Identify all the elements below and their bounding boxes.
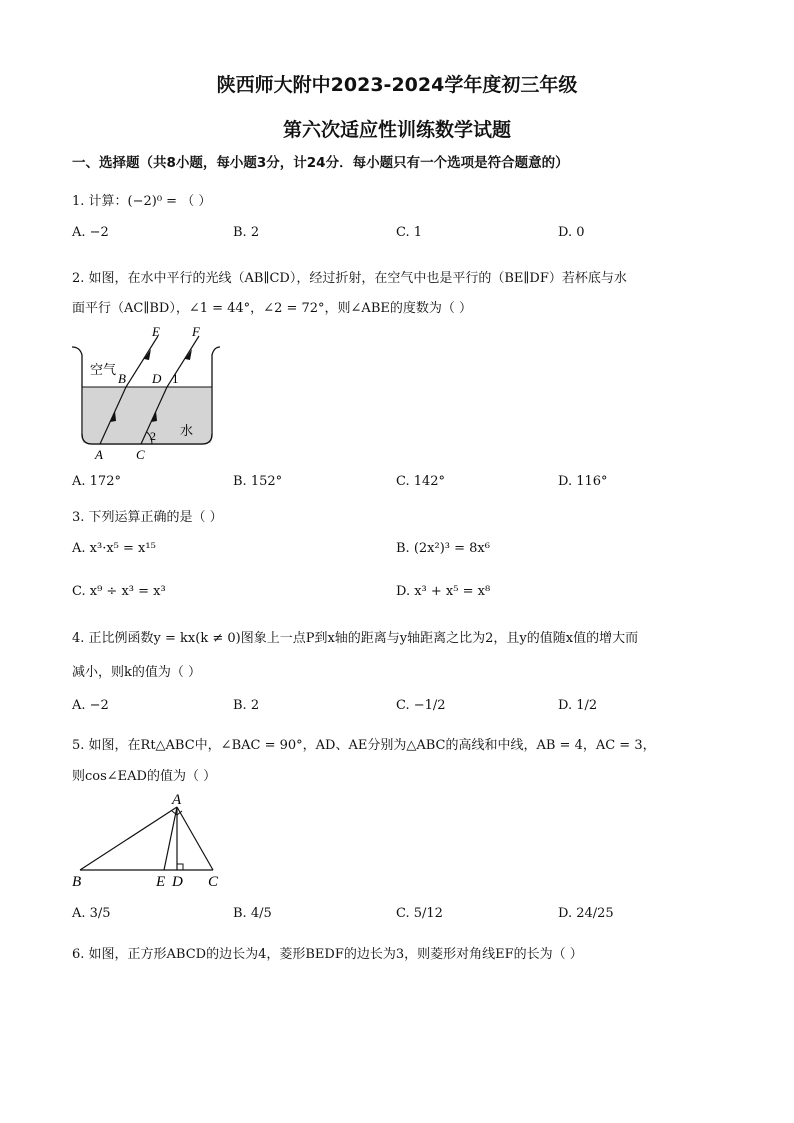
page-subtitle: 第六次适应性训练数学试题 <box>282 119 511 141</box>
q3-option-a: A. x³·x⁵ = x¹⁵ <box>72 541 156 556</box>
question-2-stem-line1: 2. 如图，在水中平行的光线（AB∥CD），经过折射，在空气中也是平行的（BE∥DF）若杯底与水 <box>72 271 627 286</box>
right-angle-mark-d <box>177 864 183 870</box>
question-4-stem-line2: 减小，则k的值为（ ） <box>72 665 202 680</box>
q1-option-a: A. −2 <box>72 225 109 240</box>
question-5-stem-line2: 则cos∠EAD的值为（ ） <box>72 769 217 784</box>
question-4-stem-line1: 4. 正比例函数y = kx(k ≠ 0)图象上一点P到x轴的距离与y轴距离之比为2，且y的值随x值的增大而 <box>72 631 639 646</box>
label-water: 水 <box>180 423 194 438</box>
page-title: 陕西师大附中2023-2024学年度初三年级 <box>216 74 578 96</box>
label-air: 空气 <box>90 362 117 377</box>
label-b: B <box>72 874 82 890</box>
label-angle-1: 1 <box>172 371 179 386</box>
q5-option-b: B. 4/5 <box>233 906 272 921</box>
section-heading: 一、选择题（共8小题，每小题3分，计24分．每小题只有一个选项是符合题意的） <box>72 155 569 171</box>
question-1-stem: 1. 计算：(−2)⁰ = （ ） <box>72 194 212 209</box>
question-6-stem: 6. 如图，正方形ABCD的边长为4，菱形BEDF的边长为3，则菱形对角线EF的长为（ ） <box>72 947 583 962</box>
q5-option-a: A. 3/5 <box>72 906 111 921</box>
label-angle-2: 2 <box>150 429 156 443</box>
q4-option-c: C. −1/2 <box>396 698 446 713</box>
label-c: C <box>136 447 145 462</box>
side-ac <box>177 807 213 870</box>
q4-option-a: A. −2 <box>72 698 109 713</box>
label-a: A <box>95 447 103 462</box>
label-b: B <box>118 371 126 386</box>
arrow-df <box>185 349 192 360</box>
q1-option-d: D. 0 <box>558 225 585 240</box>
q2-option-c: C. 142° <box>396 474 446 489</box>
refraction-beaker-figure <box>68 322 228 462</box>
q4-option-d: D. 1/2 <box>558 698 598 713</box>
q5-option-c: C. 5/12 <box>396 906 443 921</box>
label-f: F <box>192 324 200 339</box>
label-e: E <box>152 324 160 339</box>
label-d: D <box>172 874 183 890</box>
q3-option-c: C. x⁹ ÷ x³ = x³ <box>72 584 166 599</box>
question-3-stem: 3. 下列运算正确的是（ ） <box>72 510 223 525</box>
q4-option-b: B. 2 <box>233 698 260 713</box>
label-e: E <box>156 874 166 890</box>
q2-option-b: B. 152° <box>233 474 283 489</box>
question-5-stem-line1: 5. 如图，在Rt△ABC中，∠BAC = 90°，AD、AE分别为△ABC的高线和中线，AB = 4，AC = 3， <box>72 738 656 753</box>
side-ab <box>80 807 177 870</box>
median-ae <box>164 807 177 870</box>
arrow-be <box>144 349 151 360</box>
right-triangle-figure <box>68 790 238 892</box>
label-a: A <box>172 792 182 808</box>
q2-option-d: D. 116° <box>558 474 608 489</box>
label-c: C <box>208 874 219 890</box>
q1-option-b: B. 2 <box>233 225 260 240</box>
q5-option-d: D. 24/25 <box>558 906 614 921</box>
q3-option-b: B. (2x²)³ = 8x⁶ <box>396 541 490 556</box>
q3-option-d: D. x³ + x⁵ = x⁸ <box>396 584 491 599</box>
question-2-stem-line2: 面平行（AC∥BD），∠1 = 44°，∠2 = 72°，则∠ABE的度数为（ ） <box>72 301 472 316</box>
q2-option-a: A. 172° <box>72 474 121 489</box>
q1-option-c: C. 1 <box>396 225 423 240</box>
label-d: D <box>152 371 162 386</box>
